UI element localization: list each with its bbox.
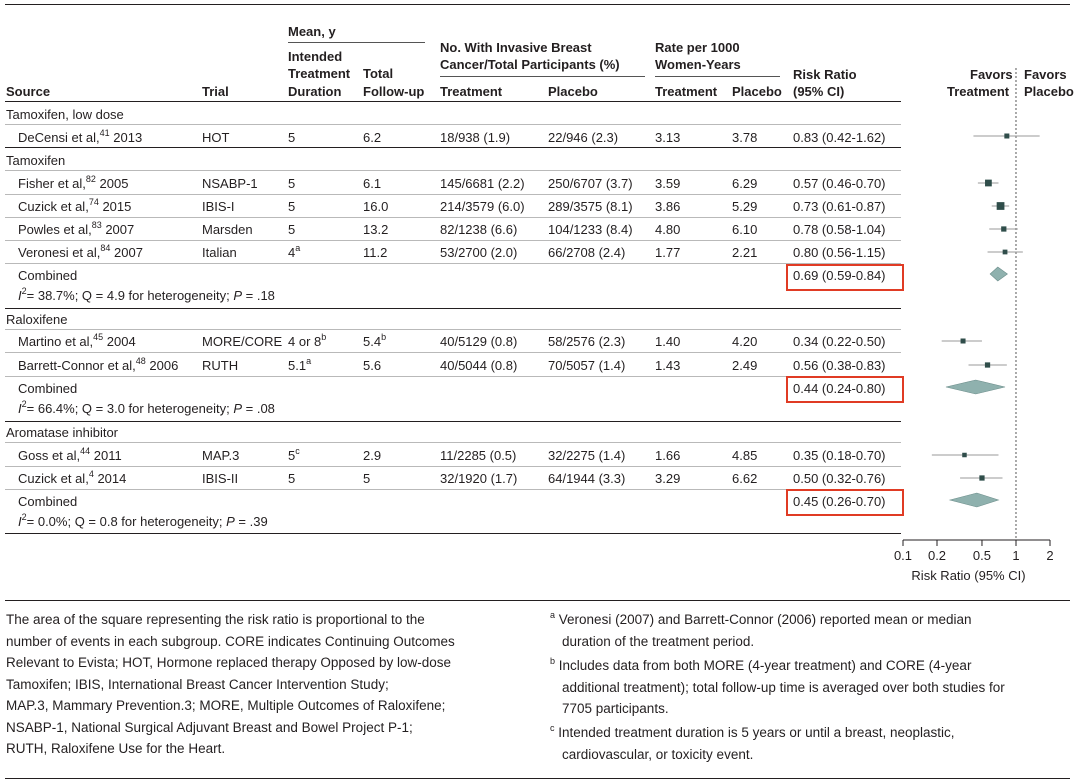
footnote-line: The area of the square representing the risk ratio is proportional to the <box>6 612 425 627</box>
x-tick-label: 1 <box>1012 548 1020 563</box>
duration-cell: 4$^a$ <box>288 243 301 260</box>
duration-cell: 5.1$^a$ <box>288 356 312 373</box>
placebo-cell: 64/1944 (3.3) <box>548 471 626 486</box>
placebo-cell: 66/2708 (2.4) <box>548 245 626 260</box>
duration-cell: 4 or 8$^b$ <box>288 332 327 349</box>
footnote-line: RUTH, Raloxifene Use for the Heart. <box>6 741 226 756</box>
followup-cell: 11.2 <box>363 245 388 260</box>
trial-cell: MORE/CORE <box>202 334 283 349</box>
source-cell: Martino et al,$^{45}$ 2004 <box>18 332 136 349</box>
rate-placebo-cell: 3.78 <box>732 130 758 145</box>
rate-treatment-cell: 1.66 <box>655 448 681 463</box>
trial-cell: Italian <box>202 245 237 260</box>
source-cell: Cuzick et al,$^{74}$ 2015 <box>18 197 132 214</box>
group-label-tamoxifen: Tamoxifen <box>6 153 66 168</box>
placebo-cell: 22/946 (2.3) <box>548 130 619 145</box>
header-mean: Mean, y <box>288 24 336 39</box>
header-source: Source <box>6 84 51 99</box>
risk-ratio-cell: 0.56 (0.38-0.83) <box>793 358 886 373</box>
study-marker <box>962 453 967 458</box>
rate-placebo-cell: 4.85 <box>732 448 758 463</box>
source-cell: Veronesi et al,$^{84}$ 2007 <box>18 243 143 260</box>
combined-label: Combined <box>18 381 78 396</box>
header-favors-treatment-2: Treatment <box>947 84 1010 99</box>
duration-cell: 5 <box>288 471 296 486</box>
header-rate-treatment: Treatment <box>655 84 718 99</box>
header-placebo: Placebo <box>548 84 598 99</box>
rate-placebo-cell: 6.10 <box>732 222 758 237</box>
followup-cell: 13.2 <box>363 222 389 237</box>
followup-cell: 6.1 <box>363 176 382 191</box>
group-label-tamoxifen-low-dose: Tamoxifen, low dose <box>6 107 124 122</box>
group-label-aromatase-inhibitor: Aromatase inhibitor <box>6 425 118 440</box>
combined-risk-ratio: 0.44 (0.24-0.80) <box>793 381 886 396</box>
followup-cell: 5.6 <box>363 358 382 373</box>
trial-cell: HOT <box>202 130 230 145</box>
footnote-line: Relevant to Evista; HOT, Hormone replaced therapy Opposed by low-dose <box>6 655 451 670</box>
trial-cell: RUTH <box>202 358 239 373</box>
risk-ratio-cell: 0.57 (0.46-0.70) <box>793 176 886 191</box>
treatment-cell: 18/938 (1.9) <box>440 130 511 145</box>
header-total-2: Follow-up <box>363 84 425 99</box>
footnote-left <box>6 609 455 760</box>
pooled-diamond <box>990 267 1007 281</box>
placebo-cell: 70/5057 (1.4) <box>548 358 626 373</box>
rate-treatment-cell: 4.80 <box>655 222 681 237</box>
treatment-cell: 82/1238 (6.6) <box>440 222 518 237</box>
treatment-cell: 214/3579 (6.0) <box>440 199 525 214</box>
treatment-cell: 11/2285 (0.5) <box>440 448 517 463</box>
rate-placebo-cell: 5.29 <box>732 199 758 214</box>
source-cell: Fisher et al,$^{82}$ 2005 <box>18 174 129 191</box>
combined-risk-ratio: 0.45 (0.26-0.70) <box>793 494 886 509</box>
treatment-cell: 145/6681 (2.2) <box>440 176 525 191</box>
study-marker <box>985 362 990 367</box>
placebo-cell: 32/2275 (1.4) <box>548 448 626 463</box>
header-rate-2: Women-Years <box>655 57 741 72</box>
heterogeneity-text: $I^2= 0.0\%$; Q = 0.8 for heterogeneity; P = .39 <box>18 512 268 529</box>
pooled-diamond <box>950 493 999 507</box>
footnote-line: number of events in each subgroup. CORE indicates Continuing Outcomes <box>6 633 455 649</box>
rate-treatment-cell: 1.77 <box>655 245 681 260</box>
header-favors-placebo-2: Placebo <box>1024 84 1074 99</box>
rate-treatment-cell: 3.13 <box>655 130 681 145</box>
trial-cell: IBIS-II <box>202 471 239 486</box>
followup-cell: 6.2 <box>363 130 382 145</box>
rate-placebo-cell: 2.21 <box>732 245 758 260</box>
source-cell: Barrett-Connor et al,$^{48}$ 2006 <box>18 356 179 373</box>
header-favors-treatment-1: Favors <box>970 67 1013 82</box>
footnote-mark: b <box>550 656 556 666</box>
footnote-c: $^c$ Intended treatment duration is 5 years or until a breast, neoplastic, cardiovascular, or toxicity event. <box>550 723 955 762</box>
treatment-cell: 53/2700 (2.0) <box>440 245 518 260</box>
placebo-cell: 58/2576 (2.3) <box>548 334 626 349</box>
source-cell: Goss et al,$^{44}$ 2011 <box>18 446 122 463</box>
risk-ratio-cell: 0.50 (0.32-0.76) <box>793 471 886 486</box>
heterogeneity-text: $I^2= 66.4\%$; Q = 3.0 for heterogeneity; P = .08 <box>18 399 275 416</box>
duration-cell: 5 <box>288 176 296 191</box>
combined-label: Combined <box>18 494 78 509</box>
source-cell: Cuzick et al,$^4$ 2014 <box>18 469 127 486</box>
rate-placebo-cell: 4.20 <box>732 334 758 349</box>
x-axis-label: Risk Ratio (95% CI) <box>911 568 1026 583</box>
rate-placebo-cell: 2.49 <box>732 358 758 373</box>
rate-treatment-cell: 1.40 <box>655 334 681 349</box>
treatment-cell: 40/5129 (0.8) <box>440 334 518 349</box>
footnote-mark: c <box>550 723 555 733</box>
footnote-line: Tamoxifen; IBIS, International Breast Cancer Intervention Study; <box>6 676 389 692</box>
footnote-line: NSABP-1, National Surgical Adjuvant Breast and Bowel Project P-1; <box>6 719 413 735</box>
risk-ratio-cell: 0.83 (0.42-1.62) <box>793 130 886 145</box>
group-label-raloxifene: Raloxifene <box>6 312 68 327</box>
header-treatment: Treatment <box>440 84 503 99</box>
rate-treatment-cell: 3.86 <box>655 199 681 214</box>
trial-cell: Marsden <box>202 222 253 237</box>
source-cell: Powles et al,$^{83}$ 2007 <box>18 220 135 237</box>
study-marker <box>985 180 992 187</box>
treatment-cell: 32/1920 (1.7) <box>440 471 518 486</box>
footer-bottom-rule <box>5 778 1070 779</box>
study-marker <box>1004 134 1009 139</box>
combined-risk-ratio: 0.69 (0.59-0.84) <box>793 268 886 283</box>
study-marker <box>1003 250 1008 255</box>
risk-ratio-cell: 0.78 (0.58-1.04) <box>793 222 886 237</box>
footnote-b: $^b$ Includes data from both MORE (4-year treatment) and CORE (4-year additional treatment); total follow-up time is averaged over both studies for 7705 participants. <box>550 656 1005 716</box>
duration-cell: 5 <box>288 130 296 145</box>
x-tick-label: 2 <box>1046 548 1054 563</box>
header-intended-2: Treatment <box>288 66 351 81</box>
x-tick-label: 0.5 <box>972 548 992 563</box>
x-tick-label: 0.2 <box>927 548 947 563</box>
risk-ratio-cell: 0.34 (0.22-0.50) <box>793 334 886 349</box>
footer-top-rule <box>5 600 1070 601</box>
rate-treatment-cell: 1.43 <box>655 358 681 373</box>
risk-ratio-cell: 0.35 (0.18-0.70) <box>793 448 886 463</box>
combined-label: Combined <box>18 268 78 283</box>
footnote-a: $^a$ Veronesi (2007) and Barrett-Connor (2006) reported mean or median duration of the treatment period. <box>550 610 972 649</box>
header-intended-3: Duration <box>288 84 342 99</box>
header-favors-placebo-1: Favors <box>1024 67 1067 82</box>
footnote-mark: a <box>550 610 556 620</box>
treatment-cell: 40/5044 (0.8) <box>440 358 518 373</box>
header-intended-1: Intended <box>288 49 343 64</box>
rate-placebo-cell: 6.62 <box>732 471 758 486</box>
header-nowith-1: No. With Invasive Breast <box>440 40 592 55</box>
study-marker <box>979 475 984 480</box>
duration-cell: 5$^c$ <box>288 446 300 463</box>
duration-cell: 5 <box>288 199 296 214</box>
trial-cell: MAP.3 <box>202 448 240 463</box>
placebo-cell: 250/6707 (3.7) <box>548 176 633 191</box>
followup-cell: 5 <box>363 471 371 486</box>
footnote-line: MAP.3, Mammary Prevention.3; MORE, Multiple Outcomes of Raloxifene; <box>6 698 446 713</box>
header-rr-1: Risk Ratio <box>793 67 857 82</box>
rate-treatment-cell: 3.29 <box>655 471 681 486</box>
placebo-cell: 289/3575 (8.1) <box>548 199 633 214</box>
source-cell: DeCensi et al,$^{41}$ 2013 <box>18 128 143 145</box>
header-trial: Trial <box>202 84 229 99</box>
rate-treatment-cell: 3.59 <box>655 176 681 191</box>
trial-cell: NSABP-1 <box>202 176 258 191</box>
header-total-1: Total <box>363 66 394 81</box>
followup-cell: 5.4$^b$ <box>363 332 387 349</box>
study-marker <box>961 339 966 344</box>
header-rate-1: Rate per 1000 <box>655 40 740 55</box>
risk-ratio-cell: 0.73 (0.61-0.87) <box>793 199 886 214</box>
header-nowith-2: Cancer/Total Participants (%) <box>440 57 620 72</box>
header-rate-placebo: Placebo <box>732 84 782 99</box>
trial-cell: IBIS-I <box>202 199 235 214</box>
risk-ratio-cell: 0.80 (0.56-1.15) <box>793 245 886 260</box>
study-marker <box>997 202 1005 210</box>
followup-cell: 2.9 <box>363 448 382 463</box>
placebo-cell: 104/1233 (8.4) <box>548 222 633 237</box>
followup-cell: 16.0 <box>363 199 389 214</box>
rate-placebo-cell: 6.29 <box>732 176 758 191</box>
study-marker <box>1001 226 1006 231</box>
header-rr-2: (95% CI) <box>793 84 845 99</box>
duration-cell: 5 <box>288 222 296 237</box>
heterogeneity-text: $I^2= 38.7\%$; Q = 4.9 for heterogeneity; P = .18 <box>18 286 275 303</box>
x-tick-label: 0.1 <box>893 548 913 563</box>
pooled-diamond <box>946 380 1005 394</box>
